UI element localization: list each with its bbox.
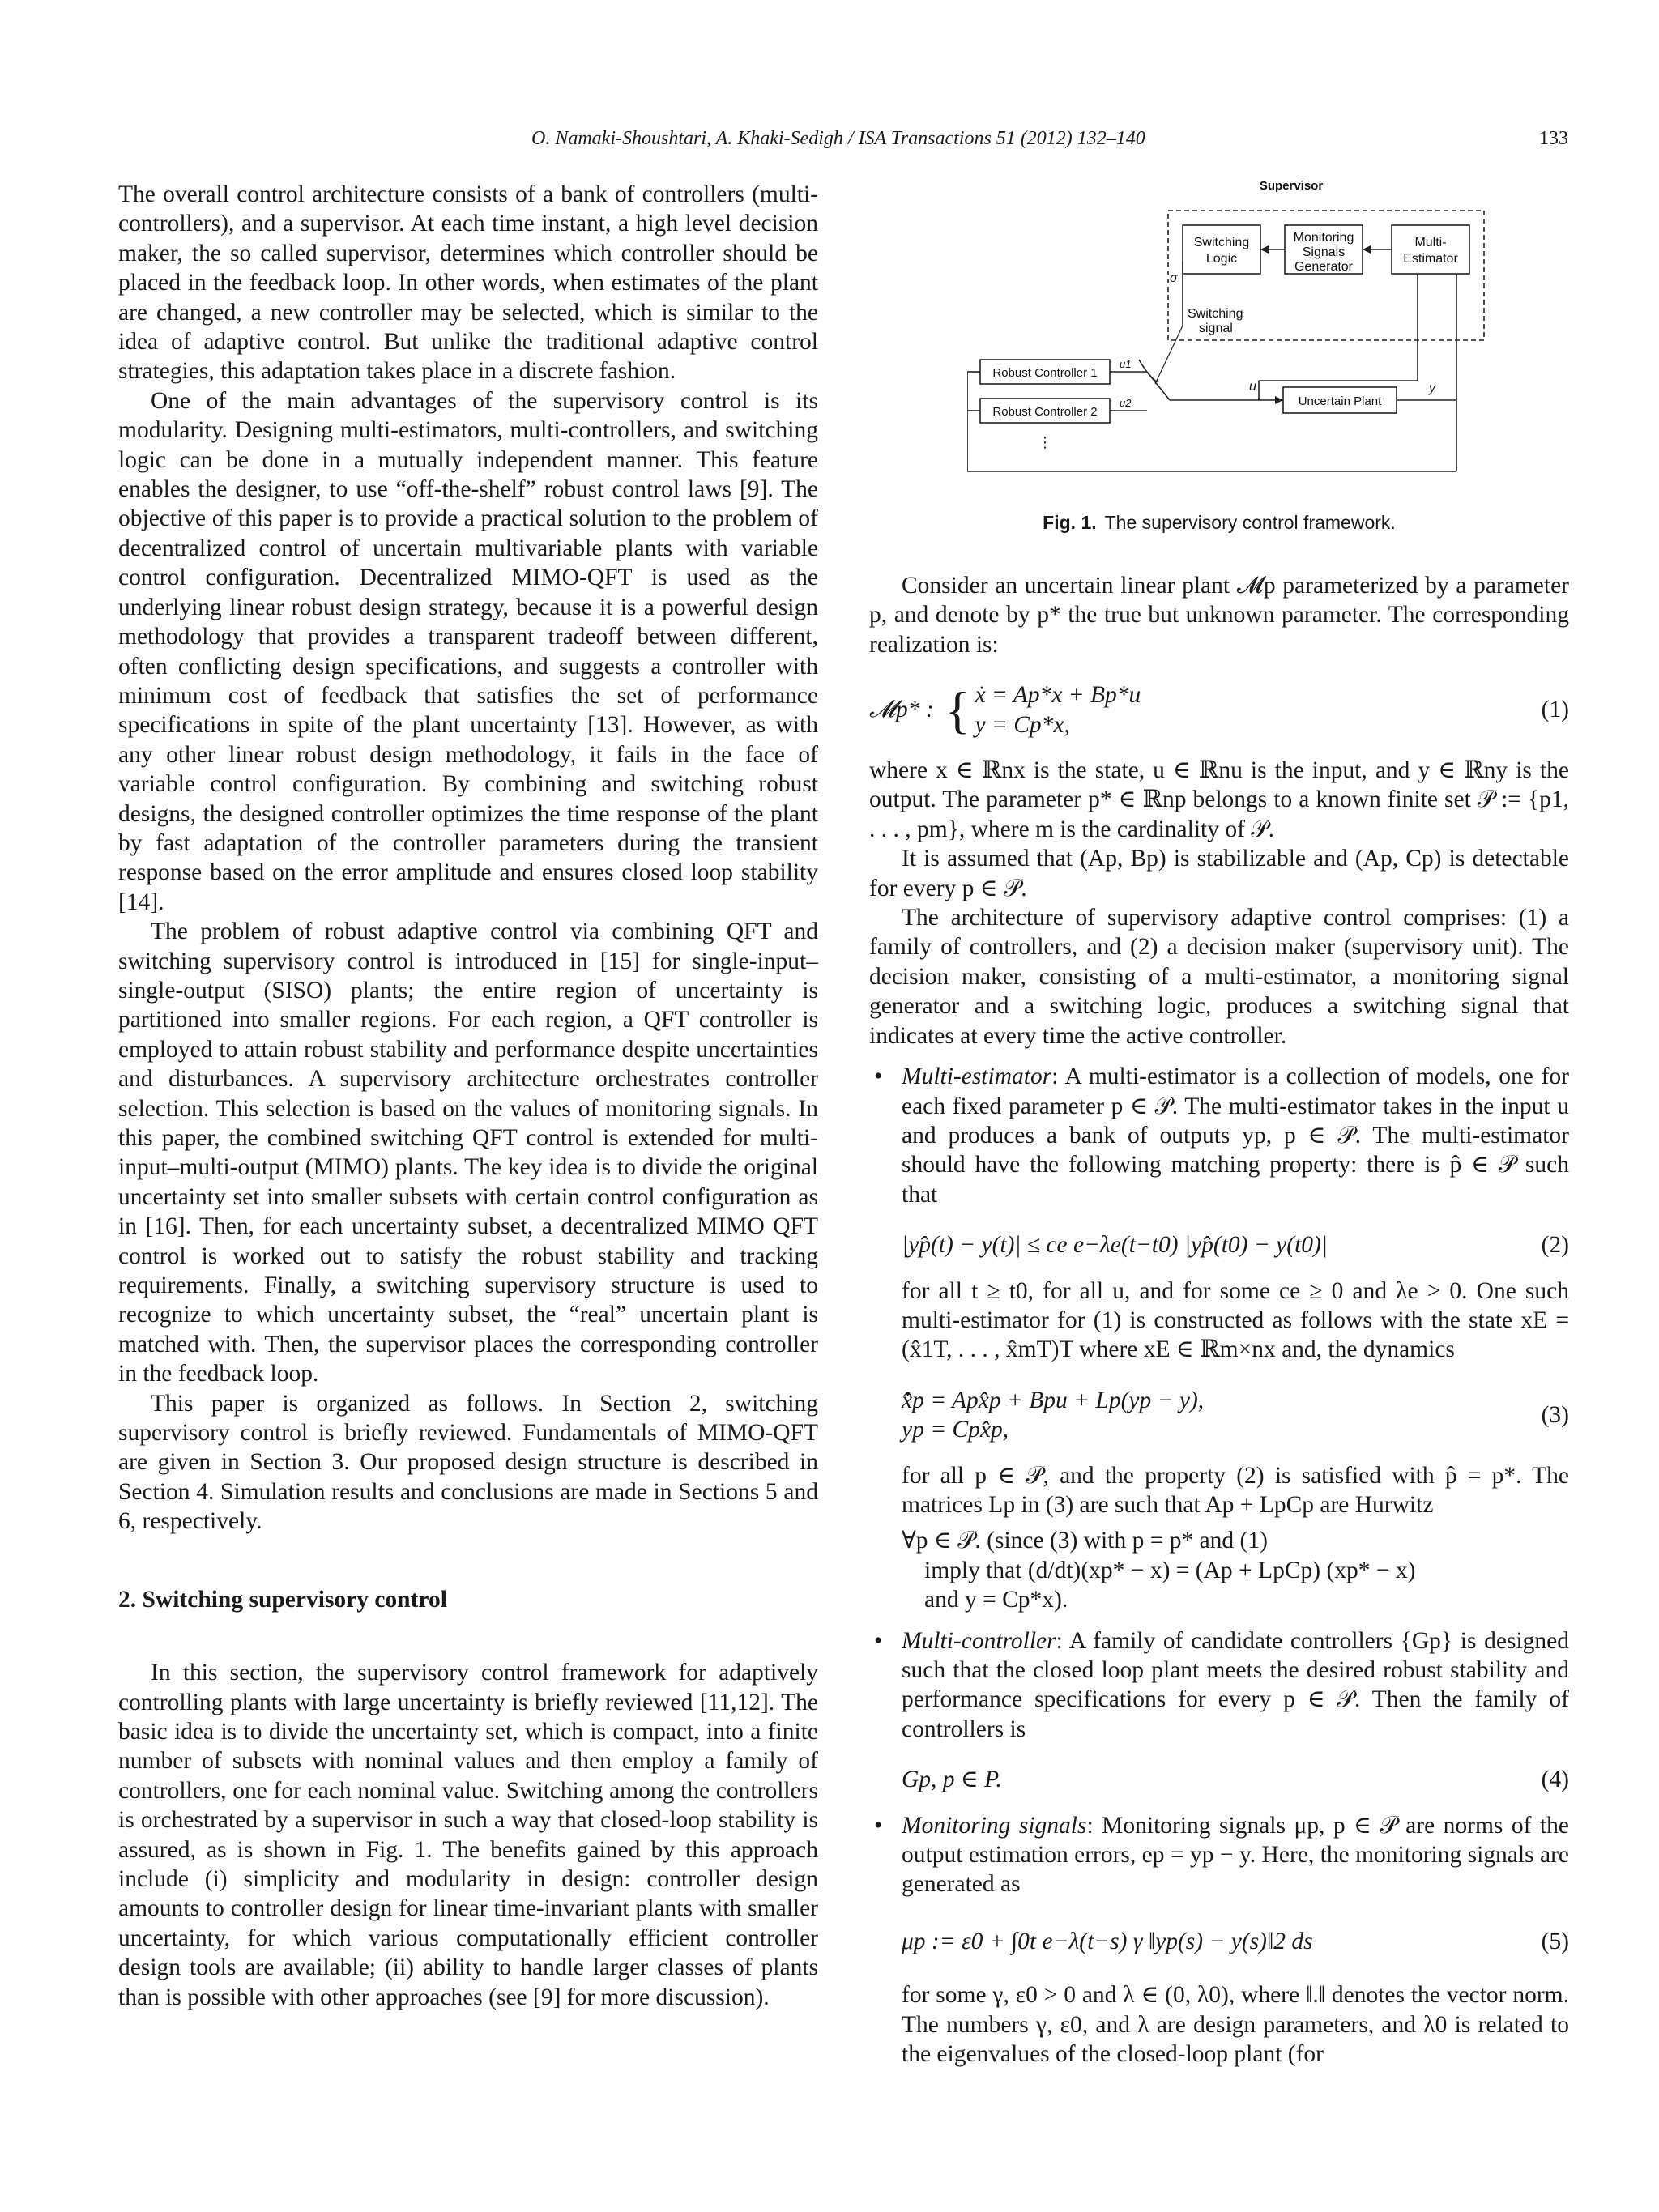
page-number: 133 <box>1539 128 1568 149</box>
supervisor-label: Supervisor <box>1259 179 1324 193</box>
logic-to-switch <box>1155 326 1183 384</box>
equation-5 <box>902 1927 1569 1956</box>
monitoring-label-2: Signals <box>1302 245 1346 259</box>
u1-label: u1 <box>1120 358 1132 370</box>
bullet-3-text: : Monitoring signals μp, p ∈ 𝒫 are norms of the output estimation errors, ep = yp − y. Here, the monitoring signals are generated as <box>902 1812 1569 1898</box>
switching-logic-box <box>1183 225 1260 274</box>
left-column <box>118 180 818 2012</box>
bullet-1-text: : A multi-estimator is a collection of models, one for each fixed parameter p ∈ 𝒫. The multi-estimator takes in the input u and produces a bank of outputs yp, p ∈ 𝒫. The multi-estimator should have the following matching property: there is p̂ ∈ 𝒫 such that <box>902 1063 1569 1208</box>
caption-label: Fig. 1. <box>1043 512 1097 533</box>
multi-estimator-box <box>1392 225 1469 274</box>
eq4-body: Gp, p ∈ P. <box>902 1767 1002 1793</box>
bullet-1-after: for all t ≥ t0, for all u, and for some ce ≥ 0 and λe > 0. One such multi-estimator for (1) is constructed as follows with the state xE = (x̂1T, . . . , x̂mT)T where xE ∈ ℝm×nx and, the dynamics <box>902 1277 1569 1363</box>
bullet-1-after-2: for all p ∈ 𝒫, and the property (2) is satisfied with p̂ = p*. The matrices Lp in (3) are such that Ap + LpCp are Hurwitz <box>902 1462 1569 1518</box>
section-heading: 2. Switching supervisory control <box>118 1586 447 1613</box>
figure-caption <box>869 512 1569 534</box>
supervisory-diagram <box>967 172 1486 496</box>
left-paragraph-3: The problem of robust adaptive control via combining QFT and switching supervisory control is introduced in [15] for single-input–single-output (SISO) plants; the entire region of uncertainty is partitioned into smaller regions. For each region, a QFT controller is employed to attain robust stability and performance despite uncertainties and disturbances. A supervisory architecture orchestrates controller selection. This selection is based on the values of monitoring signals. In this paper, the combined switching QFT control is extended for multi-input–multi-output (MIMO) plants. The key idea is to divide the original uncertainty set into smaller subsets with certain control configuration as in [16]. Then, for each uncertainty subset, a decentralized MIMO QFT control is worked out to satisfy the robust stability and tracking requirements. Finally, a switching supervisory structure is used to recognize to which uncertainty subset, the “real” uncertain plant is matched with. Then, the supervisor places the corresponding controller in the feedback loop. <box>118 918 818 1387</box>
bullet-1-line-2: imply that (d/dt)(xp* − x) = (Ap + LpCp) (xp* − x) <box>924 1557 1416 1583</box>
eq2-number: (2) <box>1541 1232 1569 1259</box>
multi-estimator-label-1: Multi- <box>1414 236 1447 249</box>
left-paragraph-4: This paper is organized as follows. In Section 2, switching supervisory control is briefly reviewed. Fundamentals of MIMO-QFT are given in Section 3. Our proposed design structure is described in Section 4. Simulation results and conclusions are made in Sections 5 and 6, respectively. <box>118 1390 818 1535</box>
robust-controller-2-label: Robust Controller 2 <box>992 405 1098 419</box>
monitoring-label-1: Monitoring <box>1293 231 1354 245</box>
running-header <box>118 128 1568 157</box>
switching-logic-label-1: Switching <box>1193 236 1250 249</box>
bullet-3-after: for some γ, ε0 > 0 and λ ∈ (0, λ0), where ‖.‖ denotes the vector norm. The numbers γ, ε0, and λ are design parameters, and λ0 is related to the eigenvalues of the closed-loop plant (for <box>902 1982 1569 2068</box>
eq4-number: (4) <box>1541 1767 1569 1793</box>
switch-arc <box>1139 360 1158 382</box>
left-paragraph-5: In this section, the supervisory control framework for adaptively controlling plants with large uncertainty is briefly reviewed [11,12]. The basic idea is to divide the uncertainty set, which is compact, into a finite number of subsets with nominal values and then employ a family of controllers, one for each nominal value. Switching among the controllers is orchestrated by a supervisor in such a way that closed-loop stability is assured, as is shown in Fig. 1. The benefits gained by this approach include (i) simplicity and modularity in design: controller design amounts to controller design for linear time-invariant plants with smaller uncertainty, for which various computationally efficient controller design tools are available; (ii) ability to handle larger classes of plants than is possible with other approaches (see [9] for more discussion). <box>118 1660 818 2010</box>
bullet-1-line-3: and y = Cp*x). <box>924 1587 1068 1613</box>
bullet-2-term: Multi-controller <box>902 1627 1056 1654</box>
running-title: O. Namaki-Shoushtari, A. Khaki-Sedigh / ISA Transactions 51 (2012) 132–140 <box>531 128 1145 149</box>
robust-controller-1-label: Robust Controller 1 <box>992 366 1098 380</box>
bullet-multi-estimator: • Multi-estimator: A multi-estimator is a collection of models, one for each fixed parameter p ∈ 𝒫. The multi-estimator takes in the input u and produces a bank of outputs yp, p ∈ 𝒫. The multi-estimator should have the following matching property: there is p̂ ∈ 𝒫 such that |yp̂(t) − y(t)| ≤ ce e−λe(t−t0) |yp̂(t0) − y(t0)| (2) for all t ≥ t0, for all u, and for some ce ≥ 0 and λe > 0. One such multi-estimator for (1) is constructed as follows with the state xE = (x̂1T, . . . , x̂mT)T where xE ∈ ℝm×nx and, the dynamics x̂̇p = Apx̂p + Bpu + Lp(yp − y), yp = Cpx̂p, (3) for all p ∈ 𝒫, and the property (2) is satisfied with p̂ = p*. The matrices Lp in (3) are such that Ap + LpCp are Hurwitz ∀p ∈ 𝒫. (since (3) with p = p* and (1) imply that (d/dt)(xp* − x) = (Ap + LpCp) (xp* − x) and y = Cp*x). <box>869 1062 1569 1615</box>
eq1-line-a: ẋ = Ap*x + Bp*u <box>975 682 1141 709</box>
right-paragraph-1: Consider an uncertain linear plant 𝓜p parameterized by a parameter p, and denote by p* the true but unknown parameter. The corresponding realization is: <box>869 573 1569 658</box>
left-paragraph-1: The overall control architecture consists of a bank of controllers (multi-controllers), and a supervisor. At each time instant, a high level decision maker, the so called supervisor, determines which controller should be placed in the feedback loop. In other words, when estimates of the plant are changed, a new controller may be selected, which is similar to the idea of adaptive control. But unlike the traditional adaptive control strategies, this adaptation takes place in a discrete fashion. <box>118 181 818 385</box>
controller-dots: ⋮ <box>1038 434 1052 450</box>
bullet-multi-controller: • Multi-controller: A family of candidate controllers {Gp} is designed such that the closed loop plant meets the desired robust stability and performance specifications for every p ∈ 𝒫. Then the family of controllers is Gp, p ∈ P. (4) <box>869 1626 1569 1795</box>
arrowhead-monitor-to-logic <box>1260 245 1269 254</box>
eq3-number: (3) <box>1541 1401 1569 1428</box>
bullet-2-text: : A family of candidate controllers {Gp} is designed such that the closed loop plant meets the desired robust stability and performance specifications for every p ∈ 𝒫. Then the family of controllers is <box>902 1627 1569 1742</box>
bullet-1-term: Multi-estimator <box>902 1063 1052 1090</box>
equation-2 <box>902 1230 1569 1259</box>
eq1-number: (1) <box>1541 697 1569 723</box>
left-paragraph-2: One of the main advantages of the supervisory control is its modularity. Designing multi-estimators, multi-controllers, and switching logic can be done in a mutually independent manner. This feature enables the designer, to use “off-the-shelf” robust control laws [9]. The objective of this paper is to provide a practical solution to the problem of decentralized control of uncertain multivariable plants with variable control configuration. Decentralized MIMO-QFT is used as the underlying linear robust design strategy, because it is a powerful design methodology that provides a transparent tradeoff between different, often conflicting design specifications, and suggests a controller with minimum cost of feedback that satisfies the set of performance specifications in spite of the plant uncertainty [13]. However, as with any other linear robust design methodology, it fails in the face of variable control configuration. By combining and switching robust designs, the designed controller optimizes the time response of the plant by fast adaptation of the controller parameters during the transient response based on the error amplitude and ensures closed loop stability [14]. <box>118 387 818 915</box>
arrowhead-estimator-to-monitor <box>1363 245 1371 254</box>
arrowhead-to-plant <box>1275 396 1283 404</box>
switching-logic-label-2: Logic <box>1205 252 1238 266</box>
eq5-number: (5) <box>1541 1928 1569 1954</box>
eq1-line-b: y = Cp*x, <box>975 711 1070 738</box>
multi-estimator-label-2: Estimator <box>1403 252 1458 266</box>
eq3-line-b: yp = Cpx̂p, <box>902 1417 1009 1443</box>
caption-text: The supervisory control framework. <box>1104 512 1396 533</box>
right-column <box>869 571 1569 2069</box>
eq3-line-a: x̂̇p = Apx̂p + Bpu + Lp(yp − y), <box>902 1387 1205 1413</box>
monitoring-label-3: Generator <box>1294 260 1354 274</box>
switching-signal-label-2: signal <box>1199 322 1233 335</box>
equation-4 <box>902 1765 1569 1794</box>
equation-3 <box>902 1386 1569 1445</box>
eq2-body: |yp̂(t) − y(t)| ≤ ce e−λe(t−t0) |yp̂(t0) − y(t0)| <box>902 1232 1328 1259</box>
u-label: u <box>1249 380 1256 394</box>
bullet-1-line-1: ∀p ∈ 𝒫. (since (3) with p = p* and (1) <box>902 1528 1268 1554</box>
right-paragraph-4: The architecture of supervisory adaptive control comprises: (1) a family of controllers, and (2) a decision maker (supervisory unit). The decision maker, consisting of a multi-estimator, a monitoring signal generator and a switching logic, produces a switching signal that indicates at every time the active controller. <box>869 905 1569 1049</box>
switching-signal-label-1: Switching <box>1188 307 1243 321</box>
u2-label: u2 <box>1120 397 1132 409</box>
sigma-label: σ <box>1170 271 1178 285</box>
eq1-lhs: 𝓜p* : <box>869 697 934 723</box>
plant-label: Uncertain Plant <box>1298 394 1382 408</box>
eq5-body: μp := ε0 + ∫0t e−λ(t−s) γ ‖yp(s) − y(s)‖2 ds <box>902 1928 1313 1954</box>
bullet-3-term: Monitoring signals <box>902 1812 1087 1839</box>
y-label: y <box>1429 381 1435 395</box>
equation-1: 𝓜p* : { ẋ = Ap*x + Bp*u y = Cp*x, (1) <box>869 680 1569 739</box>
right-paragraph-2: where x ∈ ℝnx is the state, u ∈ ℝnu is the input, and y ∈ ℝny is the output. The parameter p* ∈ ℝnp belongs to a known finite set 𝒫 := {p1, . . . , pm}, where m is the cardinality of 𝒫. <box>869 757 1569 842</box>
right-paragraph-3: It is assumed that (Ap, Bp) is stabilizable and (Ap, Cp) is detectable for every p ∈ 𝒫. <box>869 846 1569 901</box>
bullet-monitoring-signals: • Monitoring signals: Monitoring signals μp, p ∈ 𝒫 are norms of the output estimation errors, ep = yp − y. Here, the monitoring signals are generated as μp := ε0 + ∫0t e−λ(t−s) γ ‖yp(s) − y(s)‖2 ds (5) for some γ, ε0 > 0 and λ ∈ (0, λ0), where ‖.‖ denotes the vector norm. The numbers γ, ε0, and λ are design parameters, and λ0 is related to the eigenvalues of the closed-loop plant (for <box>869 1811 1569 2069</box>
